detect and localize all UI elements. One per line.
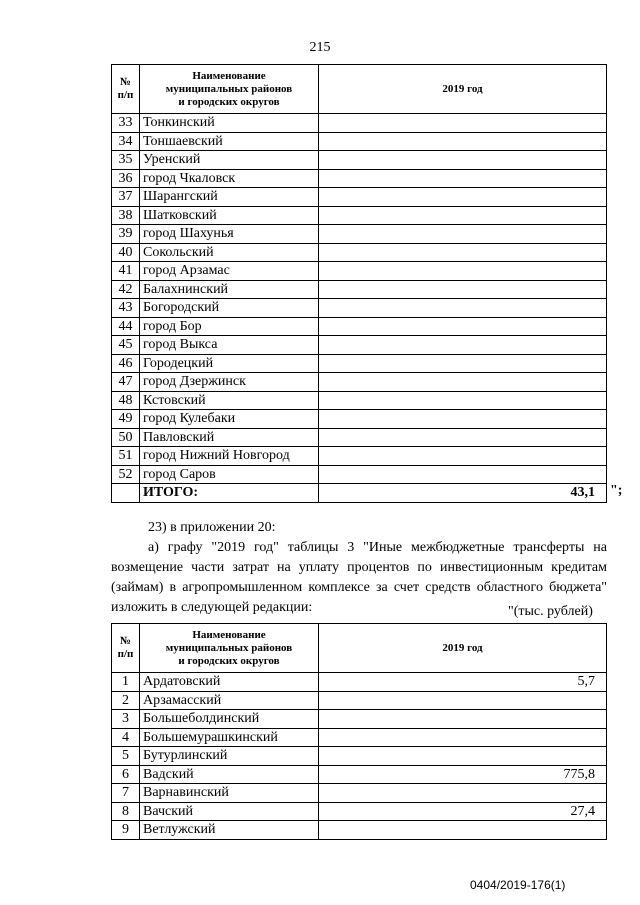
row-name: Кстовский: [140, 391, 319, 410]
row-value: [319, 280, 607, 299]
row-number: 51: [112, 447, 140, 466]
row-name: город Дзержинск: [140, 373, 319, 392]
table-row: [112, 317, 607, 336]
row-name: город Шахунья: [140, 225, 319, 244]
row-name: Богородский: [140, 299, 319, 318]
document-code: 0404/2019-176(1): [470, 878, 566, 892]
total-value: 43,1: [319, 484, 607, 503]
row-number: 46: [112, 354, 140, 373]
table-distribution-2: [111, 623, 607, 840]
header-name: Наименование муниципальных районов и городских округов: [140, 624, 319, 673]
table-row: [112, 765, 607, 784]
row-number: 50: [112, 428, 140, 447]
row-value: [319, 262, 607, 281]
row-number: 44: [112, 317, 140, 336]
row-name: Балахнинский: [140, 280, 319, 299]
table-row: [112, 151, 607, 170]
row-number: 5: [112, 747, 140, 766]
row-value: 775,8: [319, 765, 607, 784]
table-row: [112, 465, 607, 484]
table-header-row: [112, 624, 607, 673]
row-name: Тоншаевский: [140, 132, 319, 151]
row-number: 2: [112, 691, 140, 710]
total-suffix: ";: [610, 483, 623, 498]
row-value: [319, 728, 607, 747]
table-row: [112, 428, 607, 447]
table-row: [112, 821, 607, 840]
row-value: [319, 243, 607, 262]
row-value: [319, 373, 607, 392]
table-row: [112, 354, 607, 373]
row-number: 8: [112, 802, 140, 821]
row-name: город Нижний Новгород: [140, 447, 319, 466]
row-value: [319, 391, 607, 410]
table-body: [112, 114, 607, 503]
row-name: Вачский: [140, 802, 319, 821]
header-year: 2019 год: [319, 624, 607, 673]
row-value: [319, 336, 607, 355]
row-value: [319, 225, 607, 244]
row-value: 27,4: [319, 802, 607, 821]
table-row: [112, 262, 607, 281]
row-value: [319, 317, 607, 336]
row-number: 37: [112, 188, 140, 207]
row-number: 47: [112, 373, 140, 392]
row-name: Ветлужский: [140, 821, 319, 840]
row-number: 52: [112, 465, 140, 484]
table-row: [112, 747, 607, 766]
row-number: 1: [112, 673, 140, 692]
row-value: [319, 710, 607, 729]
table-body: [112, 673, 607, 840]
row-number: 7: [112, 784, 140, 803]
row-value: 5,7: [319, 673, 607, 692]
row-value: [319, 114, 607, 133]
table-row: [112, 169, 607, 188]
table-distribution-1: [111, 64, 607, 503]
row-number: 38: [112, 206, 140, 225]
row-name: город Выкса: [140, 336, 319, 355]
row-name: Большеболдинский: [140, 710, 319, 729]
row-number: 45: [112, 336, 140, 355]
table-row: [112, 410, 607, 429]
row-name: город Кулебаки: [140, 410, 319, 429]
row-name: Варнавинский: [140, 784, 319, 803]
row-number: 4: [112, 728, 140, 747]
row-value: [319, 169, 607, 188]
header-num: № п/п: [112, 65, 140, 114]
table-row: [112, 336, 607, 355]
row-number: 36: [112, 169, 140, 188]
table-row: [112, 728, 607, 747]
row-value: [319, 188, 607, 207]
header-name: Наименование муниципальных районов и городских округов: [140, 65, 319, 114]
header-num: № п/п: [112, 624, 140, 673]
row-number: 9: [112, 821, 140, 840]
row-value: [319, 151, 607, 170]
row-value: [319, 410, 607, 429]
row-name: город Арзамас: [140, 262, 319, 281]
row-value: [319, 299, 607, 318]
section-heading: 23) в приложении 20:: [148, 520, 276, 535]
row-name: Тонкинский: [140, 114, 319, 133]
row-name: Вадский: [140, 765, 319, 784]
total-row: [112, 484, 607, 503]
row-number: 39: [112, 225, 140, 244]
row-value: [319, 132, 607, 151]
row-value: [319, 691, 607, 710]
row-value: [319, 465, 607, 484]
row-name: Арзамасский: [140, 691, 319, 710]
section-paragraph: а) графу "2019 год" таблицы 3 "Иные межбюджетные трансферты на возмещение части затрат на уплату процентов по инвестиционным кредитам (займам) в агропромышленном комплексе за счет средств областного бюджета" изложить в следующей редакции:: [111, 540, 607, 615]
row-value: [319, 821, 607, 840]
row-value: [319, 354, 607, 373]
table-row: [112, 188, 607, 207]
row-number: 49: [112, 410, 140, 429]
total-num-cell: [112, 484, 140, 503]
table-row: [112, 784, 607, 803]
row-value: [319, 784, 607, 803]
table-row: [112, 673, 607, 692]
row-name: Уренский: [140, 151, 319, 170]
row-number: 34: [112, 132, 140, 151]
table-row: [112, 206, 607, 225]
table-row: [112, 373, 607, 392]
page-number: 215: [309, 40, 331, 55]
units-label: "(тыс. рублей): [508, 604, 593, 619]
row-name: Городецкий: [140, 354, 319, 373]
row-value: [319, 747, 607, 766]
table-row: [112, 710, 607, 729]
row-name: Ардатовский: [140, 673, 319, 692]
table-row: [112, 225, 607, 244]
table-row: [112, 243, 607, 262]
table-row: [112, 802, 607, 821]
row-name: Павловский: [140, 428, 319, 447]
row-name: город Саров: [140, 465, 319, 484]
row-number: 48: [112, 391, 140, 410]
row-number: 6: [112, 765, 140, 784]
row-number: 35: [112, 151, 140, 170]
row-number: 42: [112, 280, 140, 299]
table-header-row: [112, 65, 607, 114]
table-row: [112, 114, 607, 133]
table-row: [112, 691, 607, 710]
table-row: [112, 280, 607, 299]
row-number: 41: [112, 262, 140, 281]
row-value: [319, 447, 607, 466]
row-name: Бутурлинский: [140, 747, 319, 766]
row-name: город Бор: [140, 317, 319, 336]
row-name: Сокольский: [140, 243, 319, 262]
row-name: Шарангский: [140, 188, 319, 207]
table-row: [112, 299, 607, 318]
row-number: 33: [112, 114, 140, 133]
table-row: [112, 447, 607, 466]
row-name: Большемурашкинский: [140, 728, 319, 747]
row-number: 40: [112, 243, 140, 262]
total-label: ИТОГО:: [140, 484, 319, 503]
row-number: 3: [112, 710, 140, 729]
row-name: город Чкаловск: [140, 169, 319, 188]
row-name: Шатковский: [140, 206, 319, 225]
header-year: 2019 год: [319, 65, 607, 114]
table-row: [112, 391, 607, 410]
table-row: [112, 132, 607, 151]
row-number: 43: [112, 299, 140, 318]
row-value: [319, 206, 607, 225]
row-value: [319, 428, 607, 447]
